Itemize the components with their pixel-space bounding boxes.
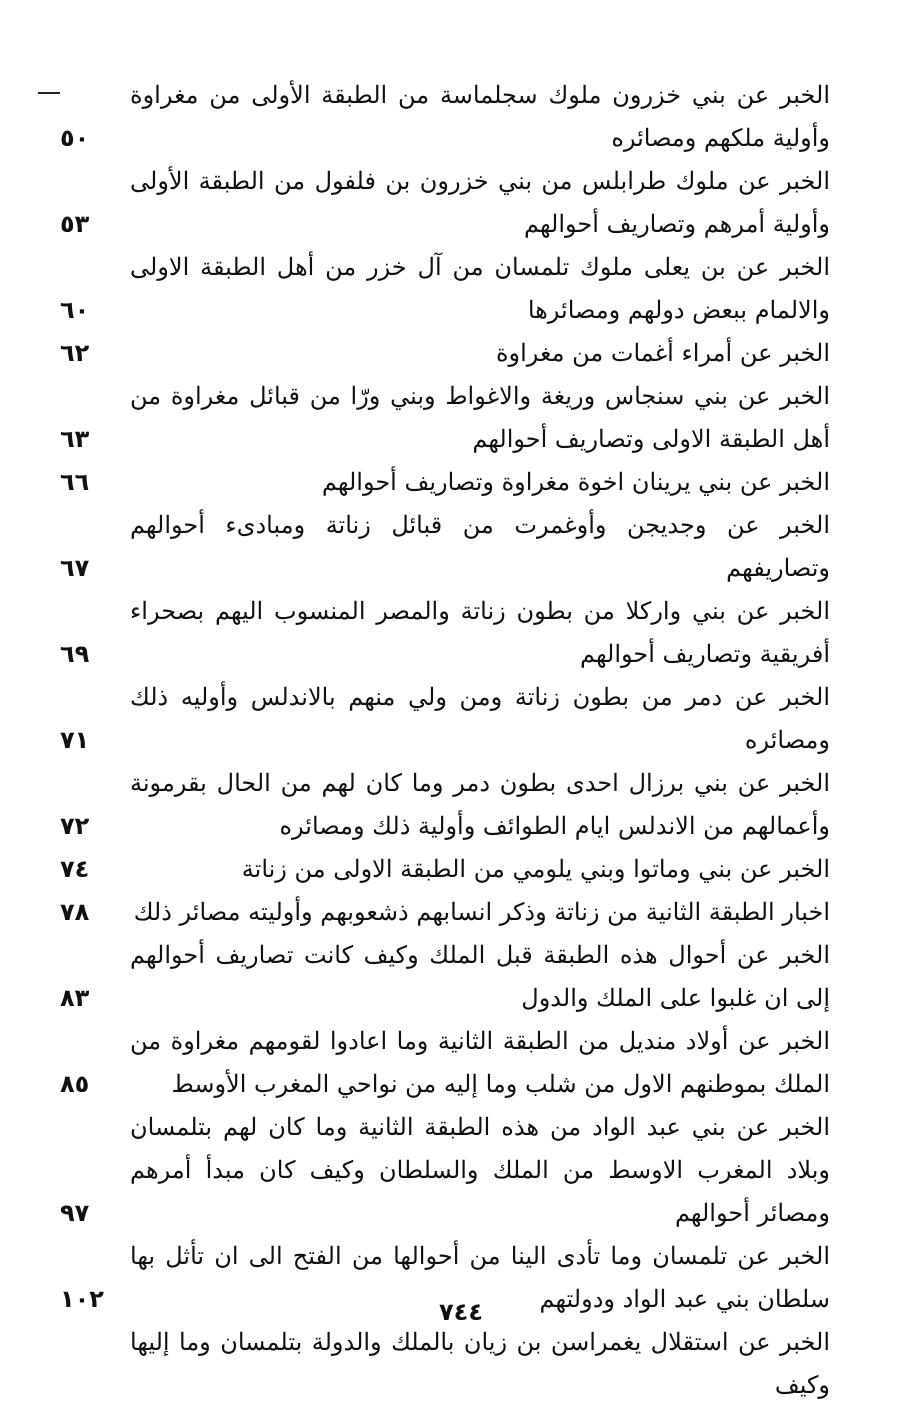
toc-entry-page: ٦٠	[60, 296, 90, 324]
toc-entry-page: ٧١	[60, 726, 90, 754]
toc-entry	[60, 762, 830, 848]
toc-entry-title: الخبر عن بن يعلى ملوك تلمسان من آل خزر من أهل الطبقة الاولى والالمام ببعض دولهم ومصائرها	[130, 253, 830, 324]
toc-entry-page: ٦٢	[60, 339, 90, 367]
toc-entry-page: ٦٦	[60, 468, 90, 496]
toc-entry	[60, 848, 830, 891]
corner-dash	[38, 92, 60, 94]
toc-entry-page: ٦٩	[60, 640, 90, 668]
toc-entry	[60, 504, 830, 590]
toc-entry-page: ١٠٢	[60, 1285, 104, 1313]
toc-entry-title: الخبر عن دمر من بطون زناتة ومن ولي منهم بالاندلس وأوليه ذلك ومصائره	[130, 683, 830, 754]
table-of-contents	[60, 74, 830, 1407]
toc-entry-title: الخبر عن تلمسان وما تأدى الينا من أحوالها من الفتح الى ان تأثل بها سلطان بني عبد الواد ودولتهم	[130, 1242, 830, 1313]
toc-entry	[60, 461, 830, 504]
toc-entry-title: الخبر عن بني وماتوا وبني يلومي من الطبقة الاولى من زناتة	[241, 855, 830, 883]
toc-entry	[60, 246, 830, 332]
toc-entry	[60, 676, 830, 762]
toc-entry-page: ٩٧	[60, 1199, 90, 1227]
toc-entry-page: ٦٣	[60, 425, 90, 453]
toc-entry	[60, 332, 830, 375]
toc-entry-page: ٥٠	[60, 124, 90, 152]
toc-entry-title: الخبر عن استقلال يغمراسن بن زيان بالملك والدولة بتلمسان وما إليها وكيف	[130, 1328, 830, 1399]
toc-entry-title: الخبر عن بني يرينان اخوة مغراوة وتصاريف أحوالهم	[321, 468, 830, 496]
toc-entry	[60, 891, 830, 934]
toc-entry-page: ٦٧	[60, 554, 90, 582]
toc-entry	[60, 160, 830, 246]
toc-entry-title: الخبر عن أمراء أغمات من مغراوة	[495, 339, 830, 367]
toc-entry-title: اخبار الطبقة الثانية من زناتة وذكر انسابهم ذشعوبهم وأوليته مصائر ذلك	[133, 898, 830, 926]
toc-entry-title: الخبر عن بني برزال احدى بطون دمر وما كان لهم من الحال بقرمونة وأعمالهم من الاندلس ايام الطوائف وأولية ذلك ومصائره	[130, 769, 830, 840]
page-number: ٧٤٤	[439, 1298, 483, 1326]
toc-entry-title: الخبر عن أحوال هذه الطبقة قبل الملك وكيف كانت تصاريف أحوالهم إلى ان غلبوا على الملك والدول	[130, 941, 830, 1012]
toc-entry-page: ٧٤	[60, 855, 90, 883]
toc-entry-title: الخبر عن بني سنجاس وريغة والاغواط وبني ورّا من قبائل مغراوة من أهل الطبقة الاولى وتصاريف أحوالهم	[130, 382, 830, 453]
toc-entry	[60, 1020, 830, 1106]
toc-entry	[60, 74, 830, 160]
toc-entry	[60, 1106, 830, 1235]
toc-entry-title: الخبر عن أولاد منديل من الطبقة الثانية وما اعادوا لقومهم مغراوة من الملك بموطنهم الاول من شلب وما إليه من نواحي المغرب الأوسط	[130, 1027, 830, 1098]
toc-entry-page: ٧٨	[60, 898, 90, 926]
toc-entry-title: الخبر عن بني خزرون ملوك سجلماسة من الطبقة الأولى من مغراوة وأولية ملكهم ومصائره	[130, 81, 830, 152]
toc-entry-title: الخبر عن ملوك طرابلس من بني خزرون بن فلفول من الطبقة الأولى وأولية أمرهم وتصاريف أحوالهم	[130, 167, 830, 238]
toc-entry	[60, 590, 830, 676]
toc-entry-title: الخبر عن وجديجن وأوغمرت من قبائل زناتة ومبادىء أحوالهم وتصاريفهم	[130, 511, 830, 582]
toc-entry	[60, 934, 830, 1020]
toc-entry-page: ٨٥	[60, 1070, 90, 1098]
toc-entry-title: الخبر عن بني واركلا من بطون زناتة والمصر المنسوب اليهم بصحراء أفريقية وتصاريف أحوالهم	[130, 597, 830, 668]
toc-entry-page: ٧٢	[60, 812, 90, 840]
toc-entry	[60, 375, 830, 461]
toc-entry-page: ٨٣	[60, 984, 90, 1012]
toc-entry-page: ٥٣	[60, 210, 90, 238]
toc-entry-title: الخبر عن بني عبد الواد من هذه الطبقة الثانية وما كان لهم بتلمسان وبلاد المغرب الاوسط من الملك والسلطان وكيف كان مبدأ أمرهم ومصائر أحوالهم	[130, 1113, 830, 1227]
toc-entry	[60, 1321, 830, 1407]
